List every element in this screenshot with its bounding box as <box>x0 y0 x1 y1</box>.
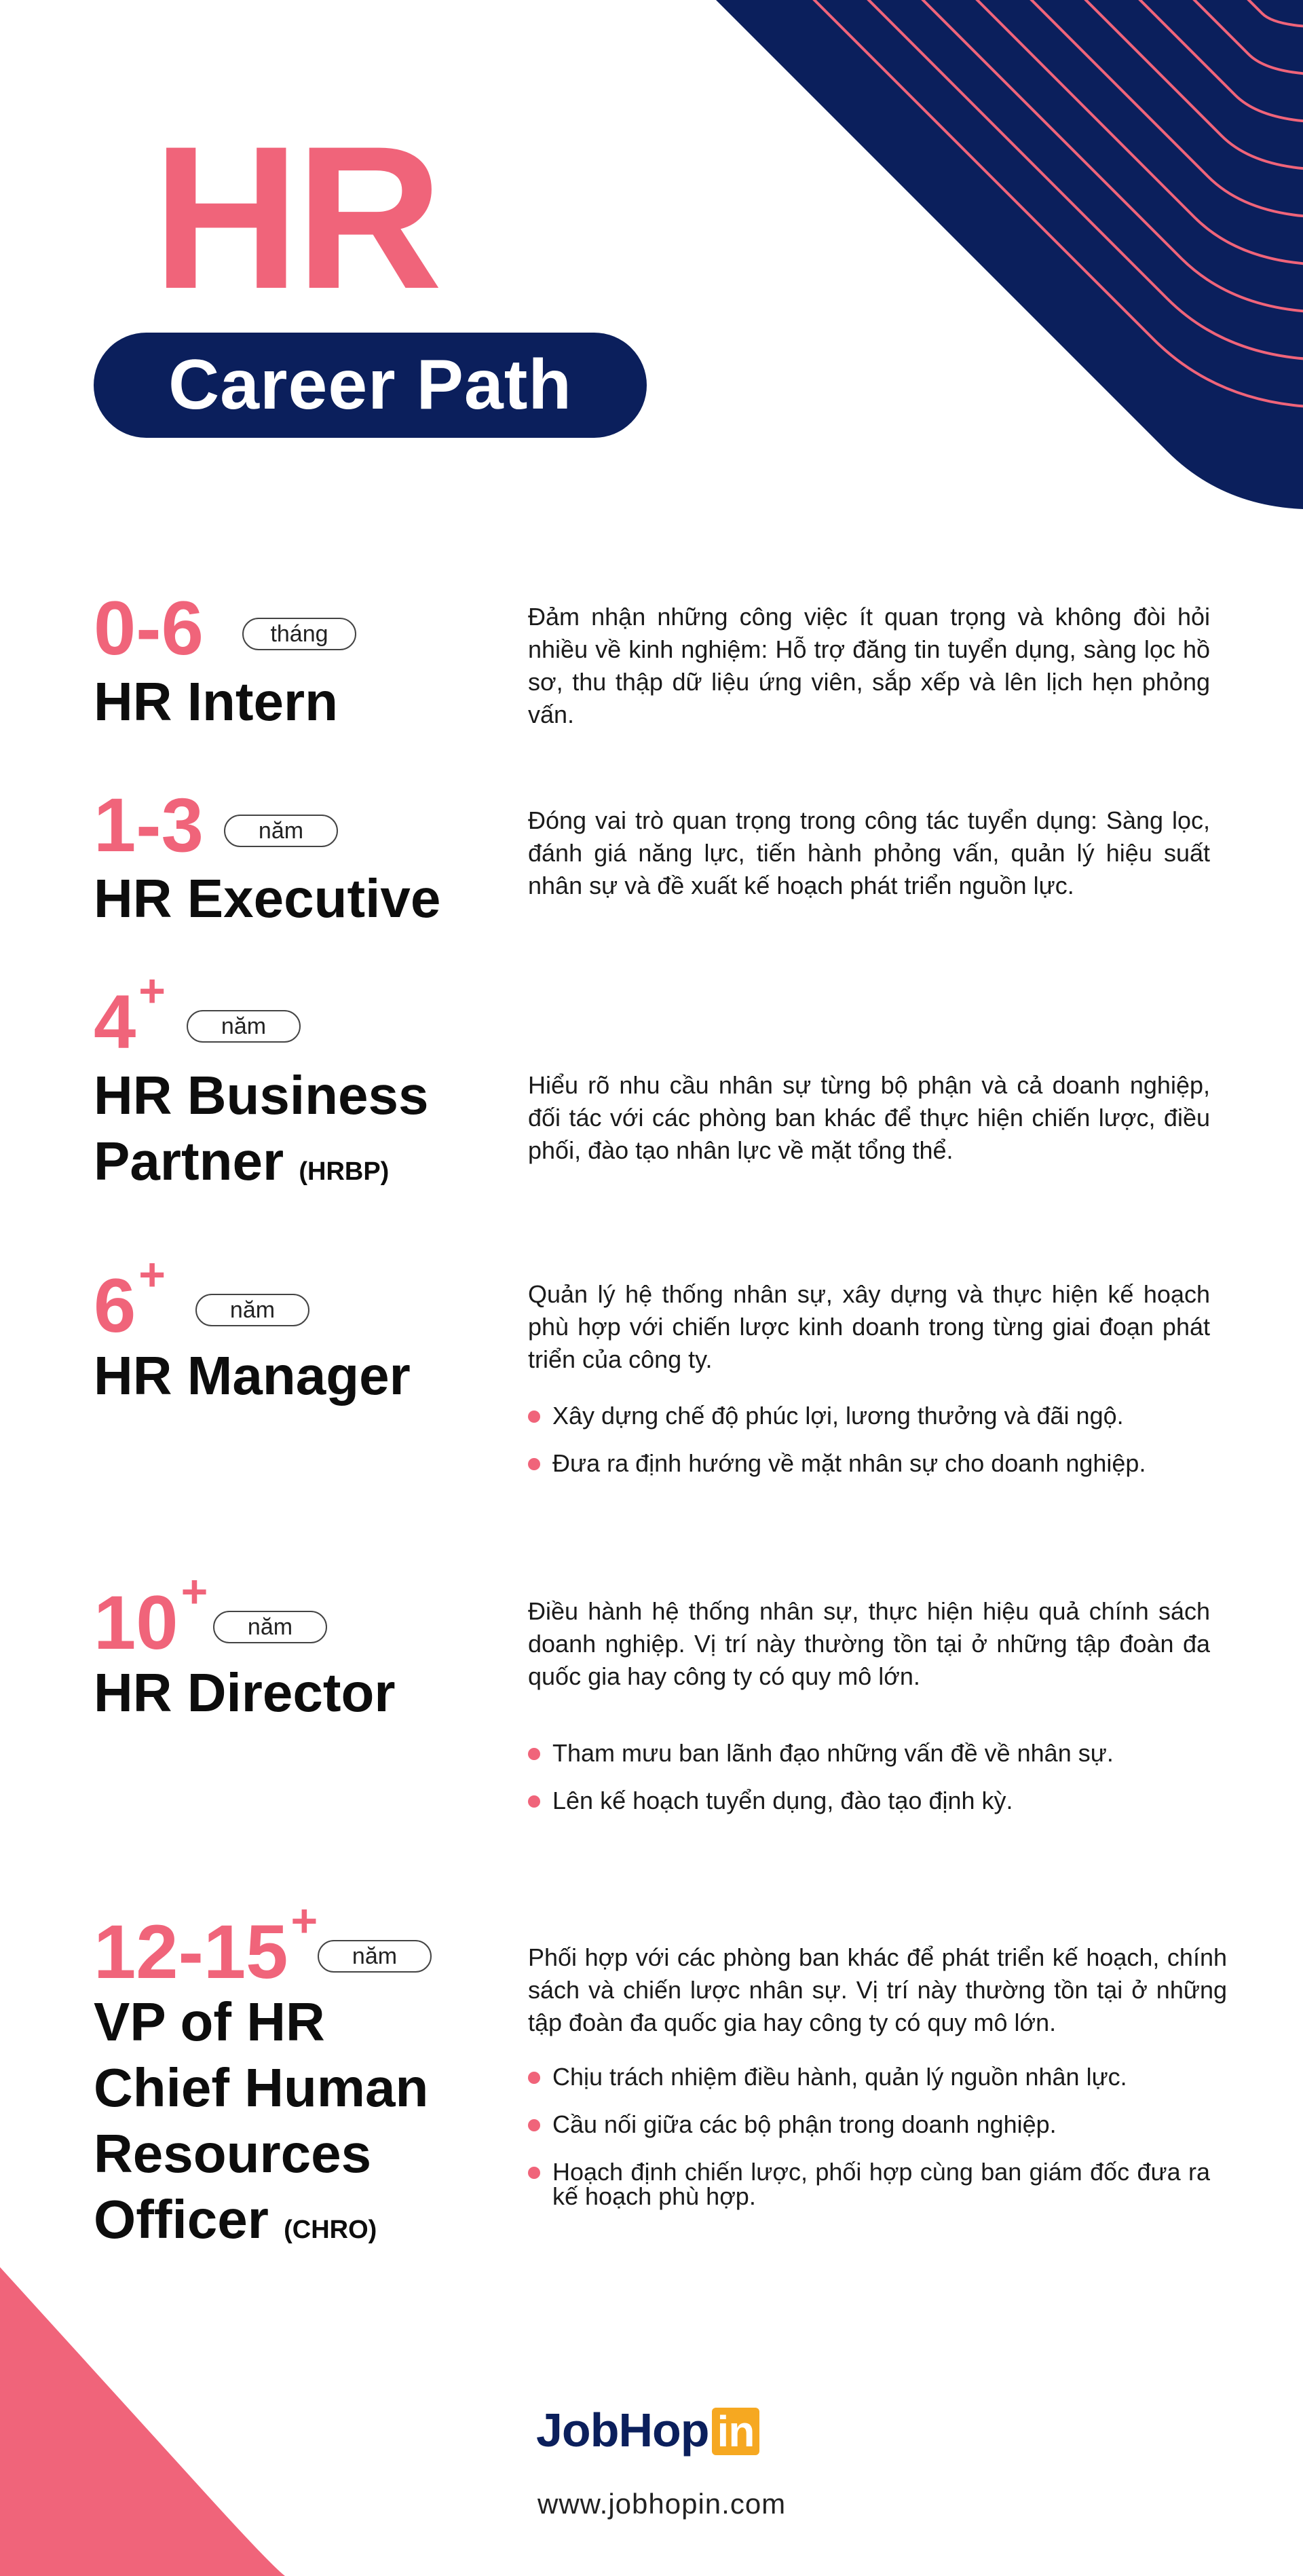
duration-unit-badge: tháng <box>242 618 356 650</box>
stage-duration: 4+ <box>94 965 166 1064</box>
responsibility-list <box>528 1404 1234 1499</box>
bullet-icon <box>528 1458 540 1470</box>
stage-description: Đóng vai trò quan trọng trong công tác tuyển dụng: Sàng lọc, đánh giá năng lực, tiến hành phỏng vấn, quản lý hiệu suất nhân sự và đề xuất kế hoạch phát triển nguồn lực. <box>528 806 1210 899</box>
title-abbreviation: (HRBP) <box>299 1157 390 1186</box>
page-subtitle: Career Path <box>168 346 572 424</box>
page-title: HR <box>153 103 439 331</box>
duration-unit-badge: năm <box>213 1611 327 1643</box>
responsibility-list <box>528 1741 1234 1836</box>
stage-title: HR Intern <box>94 671 338 732</box>
stage-description: Đảm nhận những công việc ít quan trọng và không đòi hỏi nhiều về kinh nghiệm: Hỗ trợ đăng tin tuyển dụng, sàng lọc hồ sơ, thu thập dữ liệu ứng viên, sắp xếp và lên lịch hẹn phỏng vấn. <box>528 603 1210 728</box>
bullet-icon <box>528 2167 540 2179</box>
list-item: Chịu trách nhiệm điều hành, quản lý nguồn nhân lực. <box>528 2065 1210 2089</box>
bullet-icon <box>528 1411 540 1423</box>
stage-description: Quản lý hệ thống nhân sự, xây dựng và thực hiện kế hoạch phù hợp với chiến lược kinh doanh trong từng giai đoạn phát triển của công ty. <box>528 1280 1210 1373</box>
stage-title: HR Business Partner (HRBP) <box>94 1065 429 1191</box>
duration-unit-badge: năm <box>224 815 338 847</box>
title-abbreviation: (CHRO) <box>284 2216 377 2244</box>
stage-description: Điều hành hệ thống nhân sự, thực hiện hiệu quả chính sách doanh nghiệp. Vị trí này thường tồn tại ở những tập đoàn đa quốc gia hay công ty có quy mô lớn. <box>528 1597 1210 1690</box>
list-item: Đưa ra định hướng về mặt nhân sự cho doanh nghiệp. <box>528 1451 1234 1476</box>
list-item: Xây dựng chế độ phúc lợi, lương thưởng và đãi ngộ. <box>528 1404 1234 1428</box>
stage-duration: 6+ <box>94 1249 166 1348</box>
website-url: www.jobhopin.com <box>537 2488 787 2520</box>
bullet-icon <box>528 2072 540 2084</box>
stage-duration: 12-15+ <box>94 1895 318 1994</box>
stage-description: Hiểu rõ nhu cầu nhân sự từng bộ phận và cả doanh nghiệp, đối tác với các phòng ban khác để thực hiện chiến lược, điều phối, đào tạo nhân lực về mặt tổng thể. <box>528 1071 1210 1164</box>
stage-title: VP of HR Chief Human Resources Officer (CHRO) <box>94 1992 429 2250</box>
list-item: Hoạch định chiến lược, phối hợp cùng ban giám đốc đưa ra kế hoạch phù hợp. <box>528 2160 1210 2209</box>
bullet-icon <box>528 2119 540 2131</box>
duration-unit-badge: năm <box>195 1294 309 1326</box>
list-item: Lên kế hoạch tuyển dụng, đào tạo định kỳ. <box>528 1789 1234 1813</box>
stage-title: HR Executive <box>94 868 441 929</box>
bullet-icon <box>528 1795 540 1808</box>
stage-duration: 10+ <box>94 1566 208 1665</box>
list-item: Tham mưu ban lãnh đạo những vấn đề về nhân sự. <box>528 1741 1234 1766</box>
duration-unit-badge: năm <box>187 1010 301 1043</box>
bullet-icon <box>528 1748 540 1760</box>
responsibility-list <box>528 2065 1210 2232</box>
stage-title: HR Director <box>94 1662 396 1723</box>
decorative-triangle-bottom-left <box>0 2267 285 2576</box>
list-item: Cầu nối giữa các bộ phận trong doanh nghiệp. <box>528 2112 1210 2137</box>
stage-title: HR Manager <box>94 1345 411 1406</box>
jobhopin-logo: JobHop in <box>536 2406 759 2455</box>
stage-description: Phối hợp với các phòng ban khác để phát triển kế hoạch, chính sách và chiến lược nhân sự. Vị trí này thường tồn tại ở những tập đoàn đa quốc gia hay công ty có quy mô lớn. <box>528 1943 1227 2036</box>
duration-unit-badge: năm <box>318 1940 432 1973</box>
stage-duration: 0-6 <box>94 586 204 671</box>
stage-duration: 1-3 <box>94 783 204 867</box>
subtitle-pill <box>94 333 647 438</box>
